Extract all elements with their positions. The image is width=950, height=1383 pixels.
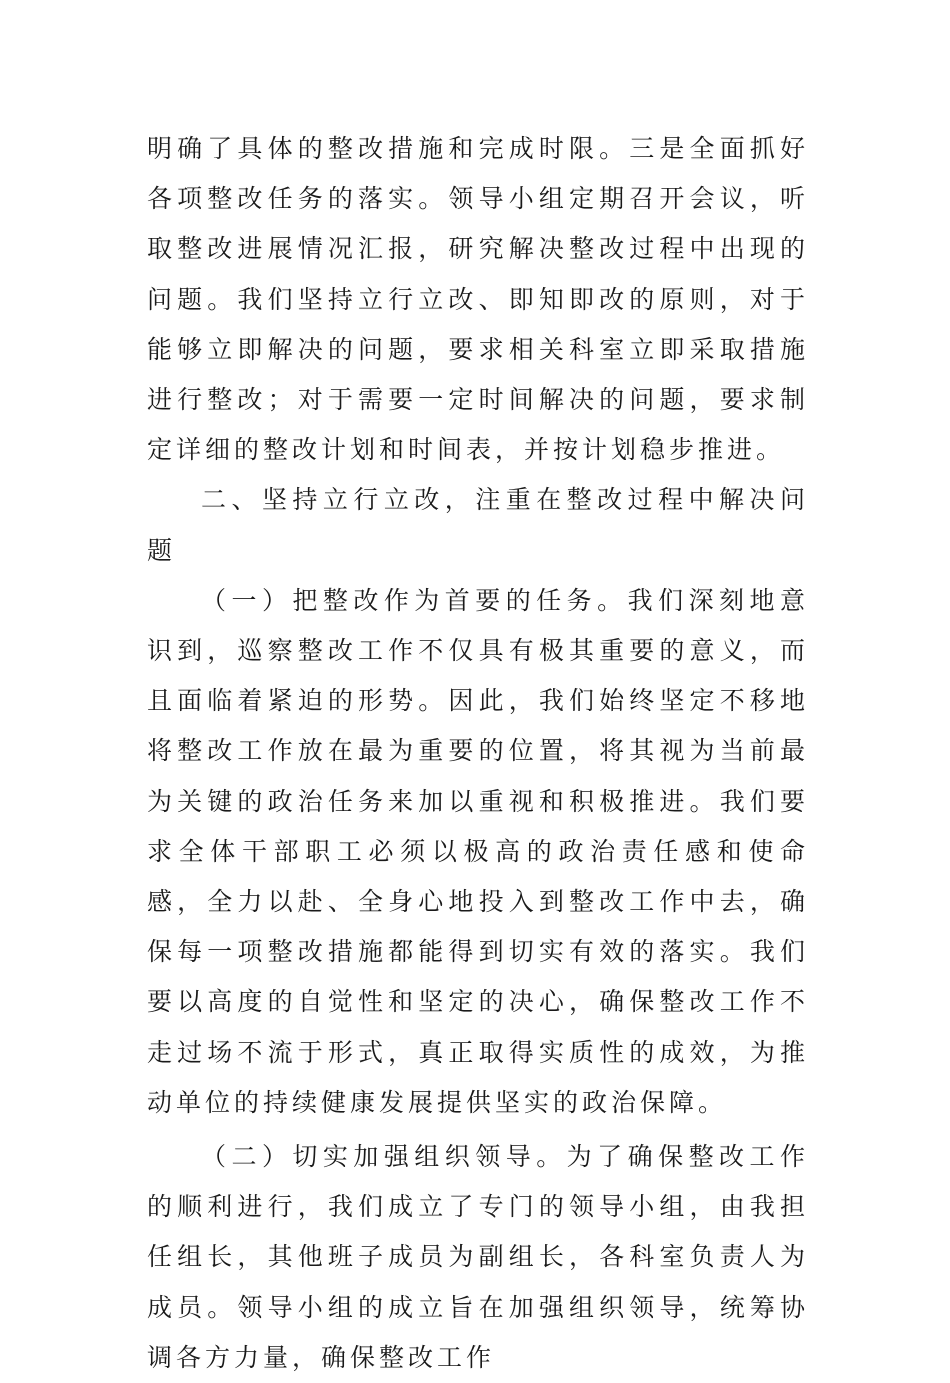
document-body [147,124,809,1383]
paragraph-continuation: 明确了具体的整改措施和完成时限。三是全面抓好各项整改任务的落实。领导小组定期召开会议，听取整改进展情况汇报，研究解决整改过程中出现的问题。我们坚持立行立改、即知即改的原则，对于能够立即解决的问题，要求相关科室立即采取措施进行整改；对于需要一定时间解决的问题，要求制定详细的整改计划和时间表，并按计划稳步推进。 [147,134,809,465]
paragraph-two: （二）切实加强组织领导。为了确保整改工作的顺利进行，我们成立了专门的领导小组，由我担任组长，其他班子成员为副组长，各科室负责人为成员。领导小组的成立旨在加强组织领导，统筹协调各方力量，确保整改工作 [147,1142,809,1372]
section-heading: 二、坚持立行立改，注重在整改过程中解决问题 [147,485,809,565]
paragraph-one: （一）把整改作为首要的任务。我们深刻地意识到，巡察整改工作不仅具有极其重要的意义，而且面临着紧迫的形势。因此，我们始终坚定不移地将整改工作放在最为重要的位置，将其视为当前最为关键的政治任务来加以重视和积极推进。我们要求全体干部职工必须以极高的政治责任感和使命感，全力以赴、全身心地投入到整改工作中去，确保每一项整改措施都能得到切实有效的落实。我们要以高度的自觉性和坚定的决心，确保整改工作不走过场不流于形式，真正取得实质性的成效，为推动单位的持续健康发展提供坚实的政治保障。 [147,585,809,1117]
